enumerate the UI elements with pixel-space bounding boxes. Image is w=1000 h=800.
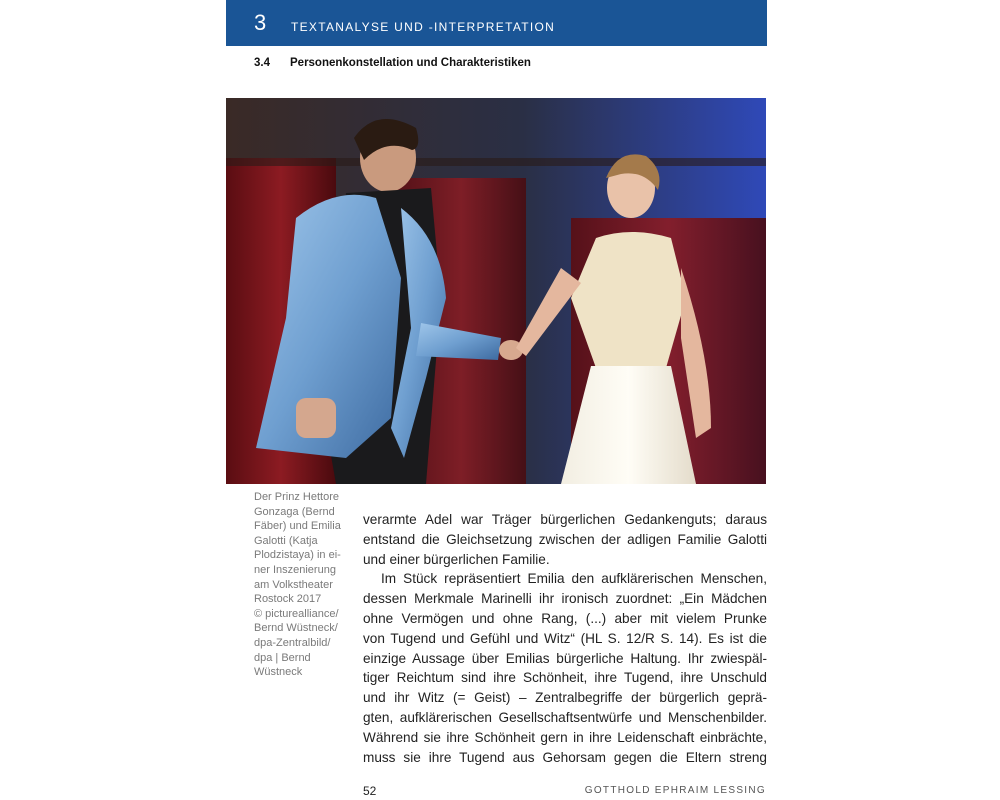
- body-line: Im Stück repräsentiert Emilia den aufklärerischen Menschen,: [381, 571, 767, 587]
- caption-line: dpa-Zentralbild/: [254, 636, 331, 649]
- caption-line: dpa | Bernd: [254, 651, 311, 664]
- caption-line: Plodzistaya) in ei-: [254, 549, 341, 562]
- section-title: Personenkonstellation und Charakteristiken: [290, 57, 531, 69]
- chapter-title: TEXTANALYSE UND -INTERPRETATION: [291, 20, 556, 34]
- body-line: und einer bürgerlichen Familie.: [363, 551, 550, 567]
- caption-line: Bernd Wüstneck/: [254, 622, 338, 635]
- caption-line: © picturealliance/: [254, 607, 339, 620]
- section-number: 3.4: [254, 57, 270, 69]
- running-footer-title: GOTTHOLD EPHRAIM LESSING: [584, 785, 766, 796]
- body-line: einzige Aussage über Emilias bürgerliche Haltung. Ihr zwiespäl-: [363, 650, 767, 666]
- body-line: Während sie ihre Schönheit gern in ihre Leidenschaft einbrächte,: [363, 729, 767, 745]
- body-line: entstand die Gleichsetzung zwischen der adligen Familie Galotti: [363, 531, 767, 547]
- stage-photo: [226, 98, 766, 484]
- caption-line: Wüstneck: [254, 666, 303, 679]
- caption-line: Gonzaga (Bernd: [254, 505, 335, 518]
- body-line: tiger Reichtum sind ihre Schönheit, ihre Tugend, ihre Unschuld: [363, 670, 767, 686]
- body-line: ohne Vermögen und ohne Rang, (...) aber mit vielem Prunke: [363, 610, 767, 626]
- page-number: 52: [363, 784, 377, 798]
- body-line: und ihr Witz (= Geist) – Zentralbegriffe der bürgerlich geprä-: [363, 690, 767, 706]
- caption-line: ner Inszenierung: [254, 563, 336, 576]
- body-line: von Tugend und Gefühl und Witz“ (HL S. 12/R S. 14). Es ist die: [363, 630, 767, 646]
- caption-line: Fäber) und Emilia: [254, 520, 341, 533]
- chapter-number: 3: [254, 10, 267, 35]
- caption-line: Der Prinz Hettore: [254, 491, 339, 503]
- chapter-header-band: [226, 0, 767, 46]
- body-line: muss sie ihre Tugend aus Gehorsam gegen die Eltern streng: [363, 749, 767, 765]
- body-line: dessen Merkmale Marinelli ihr ironisch zuordnet: „Ein Mädchen: [363, 591, 767, 607]
- body-line: gten, aufklärerischen Gesellschaftsentwürfe und Menschenbilder.: [363, 709, 767, 725]
- body-text: [363, 510, 767, 767]
- caption-line: Galotti (Katja: [254, 534, 318, 547]
- body-line: verarmte Adel war Träger bürgerlichen Gedankenguts; daraus: [363, 512, 767, 527]
- figure-caption: [254, 490, 352, 680]
- caption-line: am Volkstheater: [254, 578, 333, 591]
- caption-line: Rostock 2017: [254, 593, 322, 606]
